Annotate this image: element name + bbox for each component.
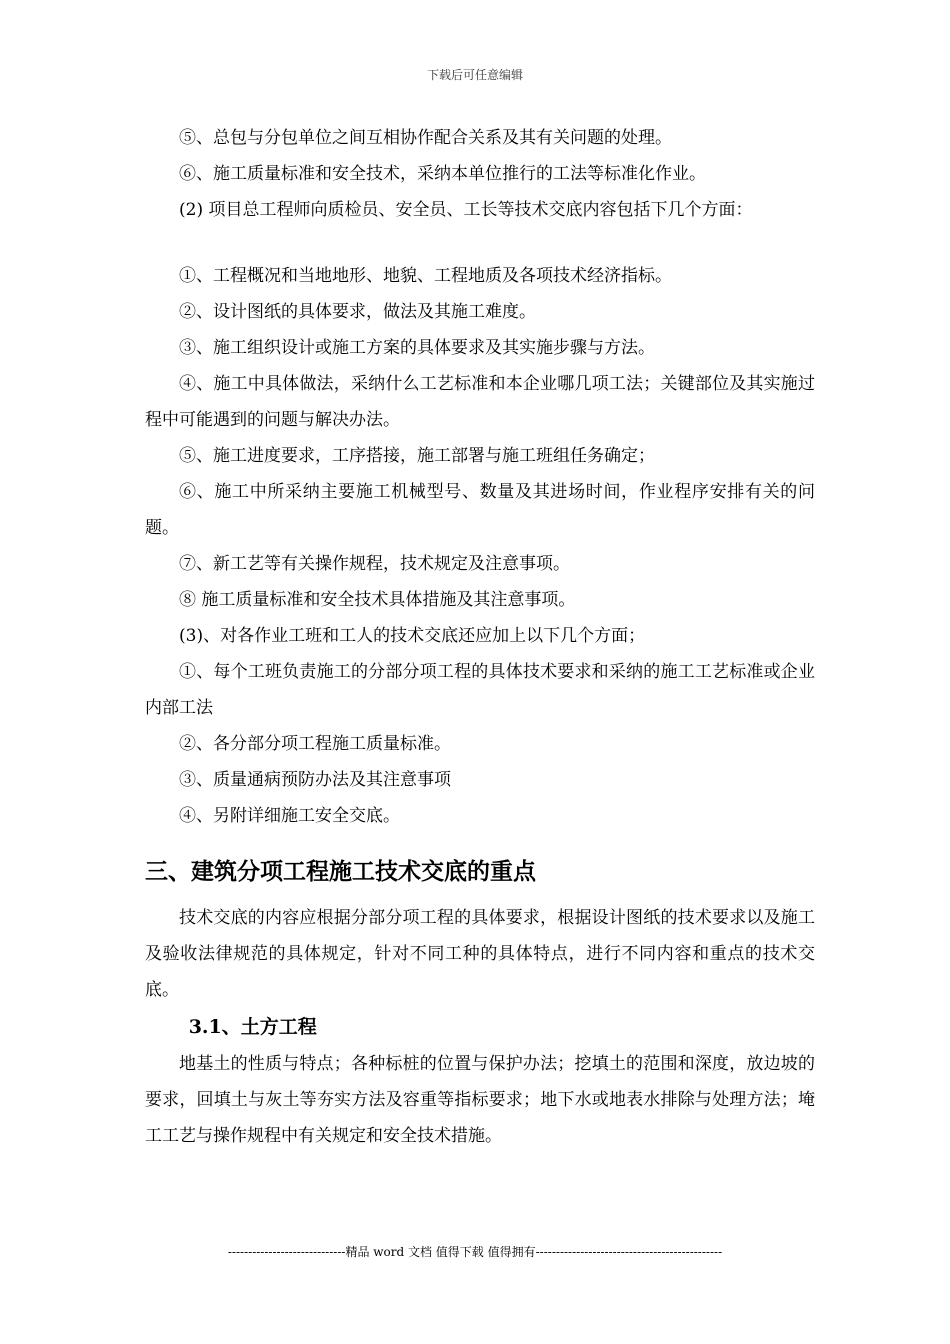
list-item: ④、另附详细施工安全交底。	[179, 806, 400, 826]
page-header: 下载后可任意编辑	[426, 68, 523, 82]
list-item: ①、每个工班负责施工的分部分项工程的具体技术要求和采纳的施工工艺标准或企业内部工法	[145, 662, 815, 718]
list-item: ⑥、施工中所采纳主要施工机械型号、数量及其进场时间，作业程序安排有关的问题。	[145, 482, 815, 538]
page-footer: -----------------------------精品 word 文档 值得下载 值得拥有----------------------------------------------	[227, 1245, 723, 1259]
list-item: ④、施工中具体做法，采纳什么工艺标准和本企业哪几项工法；关键部位及其实施过程中可能遇到的问题与解决办法。	[145, 374, 815, 430]
list-item: ⑦、新工艺等有关操作规程，技术规定及注意事项。	[179, 554, 570, 574]
list-item: ③、质量通病预防办法及其注意事项	[179, 770, 451, 790]
paragraph: ⑥、施工质量标准和安全技术，采纳本单位推行的工法等标准化作业。	[179, 164, 706, 184]
spacer	[145, 228, 815, 258]
paragraph: (2) 项目总工程师向质检员、安全员、工长等技术交底内容包括下几个方面：	[179, 200, 753, 220]
paragraph: ⑤、总包与分包单位之间互相协作配合关系及其有关问题的处理。	[179, 128, 672, 148]
list-item: (3)、对各作业工班和工人的技术交底还应加上以下几个方面；	[179, 626, 646, 646]
list-item: ②、各分部分项工程施工质量标准。	[179, 734, 451, 754]
list-item: ②、设计图纸的具体要求，做法及其施工难度。	[179, 302, 536, 322]
list-item: ①、工程概况和当地地形、地貌、工程地质及各项技术经济指标。	[179, 266, 672, 286]
document-body	[145, 120, 815, 1154]
section-intro: 技术交底的内容应根据分部分项工程的具体要求，根据设计图纸的技术要求以及施工及验收法律规范的具体规定，针对不同工种的具体特点，进行不同内容和重点的技术交底。	[145, 908, 815, 1000]
section-heading: 三、建筑分项工程施工技术交底的重点	[145, 859, 536, 885]
list-item: ⑤、施工进度要求，工序搭接，施工部署与施工班组任务确定；	[179, 446, 655, 466]
subsection-heading: 3.1、土方工程	[188, 1016, 317, 1038]
list-item: ⑧ 施工质量标准和安全技术具体措施及其注意事项。	[179, 590, 576, 610]
subsection-text: 地基土的性质与特点；各种标桩的位置与保护办法；挖填土的范围和深度，放边坡的要求，回填土与灰土等夯实方法及容重等指标要求；地下水或地表水排除与处理方法；埯工工艺与操作规程中有关规定和安全技术措施。	[145, 1054, 815, 1146]
list-item: ③、施工组织设计或施工方案的具体要求及其实施步骤与方法。	[179, 338, 655, 358]
